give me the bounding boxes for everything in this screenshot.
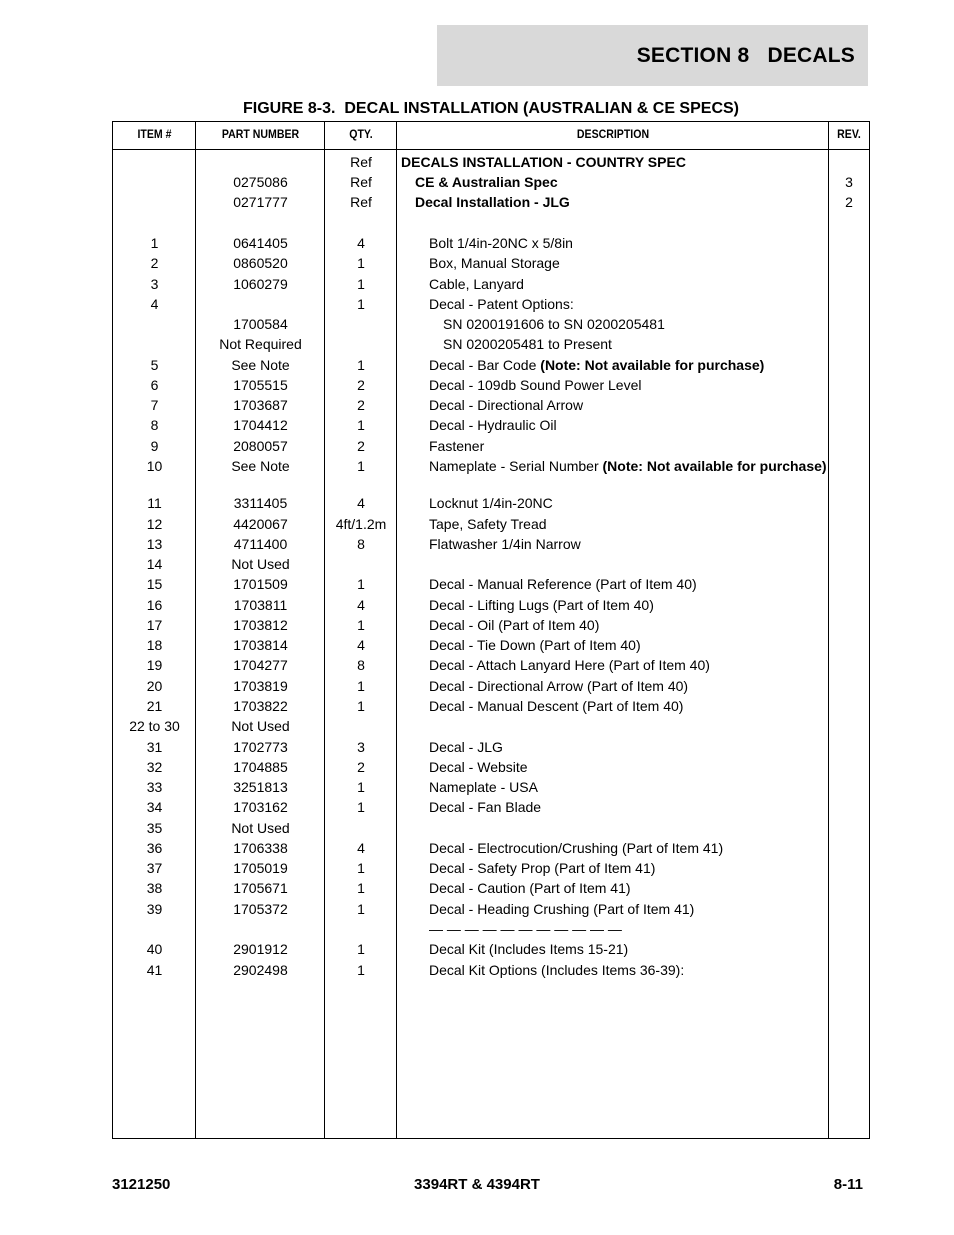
description xyxy=(397,899,829,918)
quantity: Ref xyxy=(350,174,372,190)
description-text: Decal - Electrocution/Crushing (Part of Item 41) xyxy=(429,840,724,856)
item-number: 9 xyxy=(150,438,159,454)
footer-doc-number: 3121250 xyxy=(112,1176,171,1193)
description-text: — — — — — — — — — — — xyxy=(429,921,622,937)
description-text: Decal - Website xyxy=(429,759,528,775)
quantity: 4 xyxy=(357,597,365,613)
part-number: 1700584 xyxy=(233,316,288,332)
description xyxy=(397,554,829,556)
quantity: 4 xyxy=(357,637,365,653)
quantity: 8 xyxy=(357,657,365,673)
part-number: 1705372 xyxy=(233,901,288,917)
item-number: 18 xyxy=(146,637,163,653)
part-number: See Note xyxy=(231,458,290,474)
revision: 2 xyxy=(845,194,853,210)
item-number: 22 to 30 xyxy=(129,718,180,734)
description xyxy=(397,919,829,938)
part-number: See Note xyxy=(231,357,290,373)
table-row xyxy=(113,212,869,233)
quantity: 1 xyxy=(357,576,365,592)
table-row xyxy=(113,858,869,878)
column-header-part-number: PART NUMBER xyxy=(221,127,300,141)
description xyxy=(397,395,829,414)
table-row xyxy=(113,294,869,314)
part-number: 4420067 xyxy=(233,516,288,532)
item-number: 32 xyxy=(146,759,163,775)
quantity: 1 xyxy=(357,678,365,694)
table-row xyxy=(113,514,869,534)
description xyxy=(397,493,829,512)
description-note: (Note: Not available for purchase) xyxy=(540,357,765,373)
table-row xyxy=(113,415,869,436)
description xyxy=(397,534,829,553)
quantity: 3 xyxy=(357,739,365,755)
quantity: 1 xyxy=(357,901,365,917)
description-note: (Note: Not available for purchase) xyxy=(602,458,827,474)
item-number: 8 xyxy=(150,417,159,433)
table-row xyxy=(113,838,869,858)
quantity: Ref xyxy=(350,194,372,210)
section-header xyxy=(437,25,868,86)
part-number: 1703687 xyxy=(233,397,288,413)
part-number: 1705019 xyxy=(233,860,288,876)
quantity: 1 xyxy=(357,357,365,373)
description xyxy=(397,878,829,897)
item-number: 33 xyxy=(146,779,163,795)
description-text: Nameplate - Serial Number xyxy=(429,458,603,474)
part-number: Not Used xyxy=(231,556,290,572)
quantity: 1 xyxy=(357,417,365,433)
table-row xyxy=(113,960,869,980)
quantity: 4 xyxy=(357,235,365,251)
quantity: 2 xyxy=(357,397,365,413)
description-text: Tape, Safety Tread xyxy=(429,516,547,532)
description-text: Decal - JLG xyxy=(429,739,503,755)
quantity: 2 xyxy=(357,759,365,775)
table-row xyxy=(113,676,869,696)
table-row xyxy=(113,716,869,737)
quantity: 1 xyxy=(357,698,365,714)
quantity: Ref xyxy=(350,154,372,170)
description xyxy=(397,737,829,756)
part-number: 1703811 xyxy=(233,597,288,613)
part-number: 1060279 xyxy=(233,276,288,292)
part-number: 1703822 xyxy=(233,698,288,714)
item-number: 39 xyxy=(146,901,163,917)
description-text: Decal - Hydraulic Oil xyxy=(429,417,557,433)
quantity: 1 xyxy=(357,962,365,978)
table-row xyxy=(113,878,869,899)
table-row xyxy=(113,534,869,554)
quantity: 4ft/1.2m xyxy=(335,516,387,532)
description xyxy=(397,818,829,820)
description-text: Decal - Caution (Part of Item 41) xyxy=(429,880,631,896)
part-number: 1702773 xyxy=(233,739,288,755)
part-number: Not Used xyxy=(231,820,290,836)
item-number: 21 xyxy=(146,698,163,714)
quantity: 1 xyxy=(357,255,365,271)
quantity: 1 xyxy=(357,296,365,312)
table-row xyxy=(113,818,869,838)
table-row xyxy=(113,595,869,615)
table-row xyxy=(113,899,869,919)
part-number: 1703814 xyxy=(233,637,288,653)
part-number: 1703812 xyxy=(233,617,288,633)
description xyxy=(397,696,829,715)
description xyxy=(397,152,829,171)
description xyxy=(397,635,829,654)
part-number: 3311405 xyxy=(233,495,288,511)
description xyxy=(397,415,829,434)
table-row xyxy=(113,233,869,253)
table-row xyxy=(113,253,869,274)
item-number: 36 xyxy=(146,840,163,856)
table-row xyxy=(113,919,869,939)
item-number: 11 xyxy=(147,495,162,511)
description-text: Decal - Patent Options: xyxy=(429,296,574,312)
part-number: 1706338 xyxy=(233,840,288,856)
part-number: 0271777 xyxy=(233,194,288,210)
quantity: 4 xyxy=(357,495,365,511)
description xyxy=(397,676,829,695)
description xyxy=(397,757,829,776)
description-text: Decal - Manual Reference (Part of Item 40) xyxy=(429,576,697,592)
table-row xyxy=(113,777,869,797)
part-number: 2901912 xyxy=(233,941,288,957)
description xyxy=(397,253,829,272)
description-text: SN 0200205481 to Present xyxy=(443,336,612,352)
item-number: 38 xyxy=(146,880,163,896)
description-text: Decal - Lifting Lugs (Part of Item 40) xyxy=(429,597,654,613)
quantity: 1 xyxy=(357,880,365,896)
item-number: 7 xyxy=(150,397,159,413)
quantity: 1 xyxy=(357,860,365,876)
part-number: 1703162 xyxy=(233,799,288,815)
table-row xyxy=(113,375,869,395)
part-number: 1705515 xyxy=(233,377,288,393)
table-row xyxy=(113,493,869,514)
item-number: 15 xyxy=(146,576,163,592)
description xyxy=(397,595,829,614)
description-text: Locknut 1/4in-20NC xyxy=(429,495,553,511)
table-row xyxy=(113,939,869,960)
quantity: 1 xyxy=(357,617,365,633)
part-number: Not Used xyxy=(231,718,290,734)
description xyxy=(397,172,829,191)
description-text: Decal - 109db Sound Power Level xyxy=(429,377,642,393)
part-number: 0275086 xyxy=(233,174,288,190)
table-row xyxy=(113,757,869,777)
description xyxy=(397,797,829,816)
quantity: 4 xyxy=(357,840,365,856)
description xyxy=(397,838,829,857)
quantity: 1 xyxy=(357,799,365,815)
item-number: 1 xyxy=(150,235,159,251)
part-number: 1703819 xyxy=(233,678,288,694)
header-divider xyxy=(113,149,869,150)
description xyxy=(397,192,829,211)
quantity: 1 xyxy=(357,276,365,292)
table-row xyxy=(113,355,869,375)
description-text: Decal - Bar Code xyxy=(429,357,541,373)
item-number: 16 xyxy=(146,597,163,613)
description xyxy=(397,436,829,455)
description-text: Flatwasher 1/4in Narrow xyxy=(429,536,581,552)
item-number: 3 xyxy=(150,276,159,292)
item-number: 19 xyxy=(146,657,163,673)
description-text: Fastener xyxy=(429,438,485,454)
quantity: 2 xyxy=(357,438,365,454)
item-number: 37 xyxy=(146,860,163,876)
footer-model: 3394RT & 4394RT xyxy=(414,1176,540,1193)
quantity: 1 xyxy=(357,779,365,795)
figure-title: FIGURE 8-3. DECAL INSTALLATION (AUSTRALIAN & CE SPECS) xyxy=(242,100,739,117)
table-row xyxy=(113,797,869,818)
description-text: Nameplate - USA xyxy=(429,779,538,795)
description xyxy=(397,274,829,293)
part-number: 1701509 xyxy=(233,576,288,592)
column-header-item: ITEM # xyxy=(137,127,172,141)
table-row xyxy=(113,655,869,676)
column-header-qty: QTY. xyxy=(349,127,373,141)
item-number: 10 xyxy=(146,458,163,474)
part-number: 1704277 xyxy=(233,657,288,673)
description-text: SN 0200191606 to SN 0200205481 xyxy=(443,316,665,332)
description xyxy=(397,355,829,374)
part-number: 1704412 xyxy=(233,417,288,433)
parts-table xyxy=(112,121,870,1139)
section-title: SECTION 8 DECALS xyxy=(636,43,855,67)
description xyxy=(397,858,829,877)
table-row xyxy=(113,436,869,456)
description xyxy=(397,334,829,353)
table-row xyxy=(113,696,869,716)
description-text: Decal Kit (Includes Items 15-21) xyxy=(429,941,629,957)
table-row xyxy=(113,152,869,172)
item-number: 13 xyxy=(146,536,163,552)
part-number: 4711400 xyxy=(233,536,288,552)
description-text: Cable, Lanyard xyxy=(429,276,524,292)
column-header-description: DESCRIPTION xyxy=(576,127,650,141)
footer-page-number: 8-11 xyxy=(833,1176,863,1193)
table-row xyxy=(113,615,869,635)
item-number: 17 xyxy=(146,617,163,633)
item-number: 35 xyxy=(146,820,163,836)
item-number: 4 xyxy=(150,296,159,312)
description xyxy=(397,514,829,533)
quantity: 1 xyxy=(357,941,365,957)
table-row xyxy=(113,554,869,574)
part-number: 1705671 xyxy=(233,880,288,896)
item-number: 40 xyxy=(146,941,163,957)
table-row xyxy=(113,456,869,493)
table-body xyxy=(113,152,869,980)
description-text: Decal - Safety Prop (Part of Item 41) xyxy=(429,860,656,876)
item-number: 6 xyxy=(150,377,159,393)
description-text: Decal Kit Options (Includes Items 36-39): xyxy=(429,962,685,978)
quantity: 8 xyxy=(357,536,365,552)
description xyxy=(397,294,829,313)
revision: 3 xyxy=(845,174,853,190)
description-text: Decal - Tie Down (Part of Item 40) xyxy=(429,637,641,653)
item-number: 14 xyxy=(146,556,163,572)
description-text: Decal - Oil (Part of Item 40) xyxy=(429,617,600,633)
description-text: Decal - Fan Blade xyxy=(429,799,542,815)
item-number: 2 xyxy=(150,255,159,271)
description-text: Decal - Heading Crushing (Part of Item 41) xyxy=(429,901,695,917)
part-number: 0860520 xyxy=(233,255,288,271)
description xyxy=(397,716,829,718)
description xyxy=(397,615,829,634)
description xyxy=(397,233,829,252)
part-number: 1704885 xyxy=(233,759,288,775)
description xyxy=(397,960,829,979)
description-text: Bolt 1/4in-20NC x 5/8in xyxy=(429,235,573,251)
description-text: DECALS INSTALLATION - COUNTRY SPEC xyxy=(401,154,686,170)
part-number: 2902498 xyxy=(233,962,288,978)
description-text: Decal - Attach Lanyard Here (Part of Item 40) xyxy=(429,657,710,673)
description xyxy=(397,777,829,796)
description xyxy=(397,574,829,593)
item-number: 5 xyxy=(150,357,159,373)
quantity: 1 xyxy=(357,458,365,474)
item-number: 31 xyxy=(146,739,163,755)
description-text: Box, Manual Storage xyxy=(429,255,560,271)
part-number: 3251813 xyxy=(233,779,288,795)
table-row xyxy=(113,274,869,294)
part-number: 2080057 xyxy=(233,438,288,454)
description-text: Decal - Directional Arrow xyxy=(429,397,584,413)
description-text: Decal - Manual Descent (Part of Item 40) xyxy=(429,698,684,714)
description-text: Decal - Directional Arrow (Part of Item 40) xyxy=(429,678,689,694)
description xyxy=(397,456,829,475)
description xyxy=(397,212,829,214)
description xyxy=(397,939,829,958)
part-number: Not Required xyxy=(219,336,302,352)
item-number: 34 xyxy=(146,799,163,815)
column-header-rev: REV. xyxy=(837,127,861,141)
table-row xyxy=(113,574,869,595)
table-row xyxy=(113,635,869,655)
item-number: 20 xyxy=(146,678,163,694)
table-row xyxy=(113,192,869,212)
description-text: CE & Australian Spec xyxy=(415,174,558,190)
part-number: 0641405 xyxy=(233,235,288,251)
table-row xyxy=(113,172,869,192)
description xyxy=(397,655,829,674)
description xyxy=(397,375,829,394)
table-row xyxy=(113,395,869,415)
item-number: 41 xyxy=(146,962,163,978)
item-number: 12 xyxy=(146,516,163,532)
description-text: Decal Installation - JLG xyxy=(415,194,570,210)
table-row xyxy=(113,314,869,334)
table-row xyxy=(113,334,869,355)
description xyxy=(397,314,829,333)
quantity: 2 xyxy=(357,377,365,393)
table-row xyxy=(113,737,869,757)
